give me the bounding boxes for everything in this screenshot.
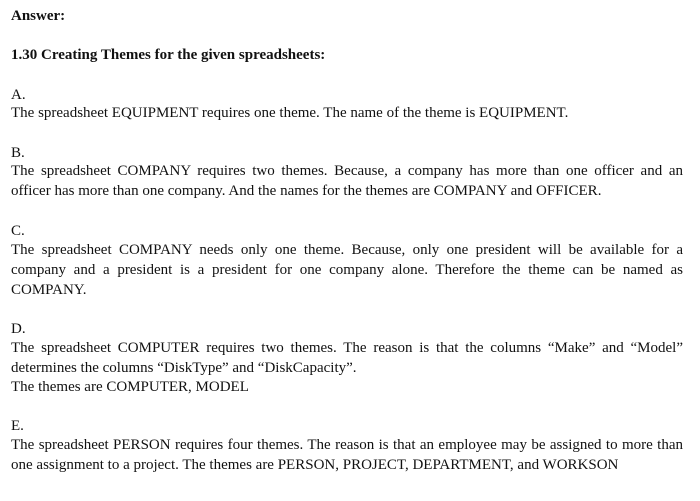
item-a-text: The spreadsheet EQUIPMENT requires one theme. The name of the theme is EQUIPMENT.	[11, 105, 569, 121]
item-d-extra: The themes are COMPUTER, MODEL	[11, 379, 249, 395]
item-e-label: E.	[11, 418, 24, 434]
item-b-label: B.	[11, 145, 25, 161]
section-title: 1.30 Creating Themes for the given spreadsheets:	[11, 47, 326, 63]
item-d-text: The spreadsheet COMPUTER requires two themes. The reason is that the columns “Make” and “Model” determines the columns “DiskType” and “DiskCapacity”.	[11, 340, 683, 376]
answer-heading: Answer:	[11, 8, 66, 24]
item-c-text: The spreadsheet COMPANY needs only one theme. Because, only one president will be available for a company and a president is a president for one company alone. Therefore the theme can be named as COMPANY.	[11, 242, 683, 298]
item-e-text: The spreadsheet PERSON requires four themes. The reason is that an employee may be assigned to more than one assignment to a project. The themes are PERSON, PROJECT, DEPARTMENT, and WORKSON	[11, 437, 683, 473]
item-d-label: D.	[11, 321, 26, 337]
item-b-text: The spreadsheet COMPANY requires two themes. Because, a company has more than one officer and an officer has more than one company. And the names for the themes are COMPANY and OFFICER.	[11, 163, 683, 199]
item-a-label: A.	[11, 87, 26, 103]
item-c-label: C.	[11, 223, 25, 239]
